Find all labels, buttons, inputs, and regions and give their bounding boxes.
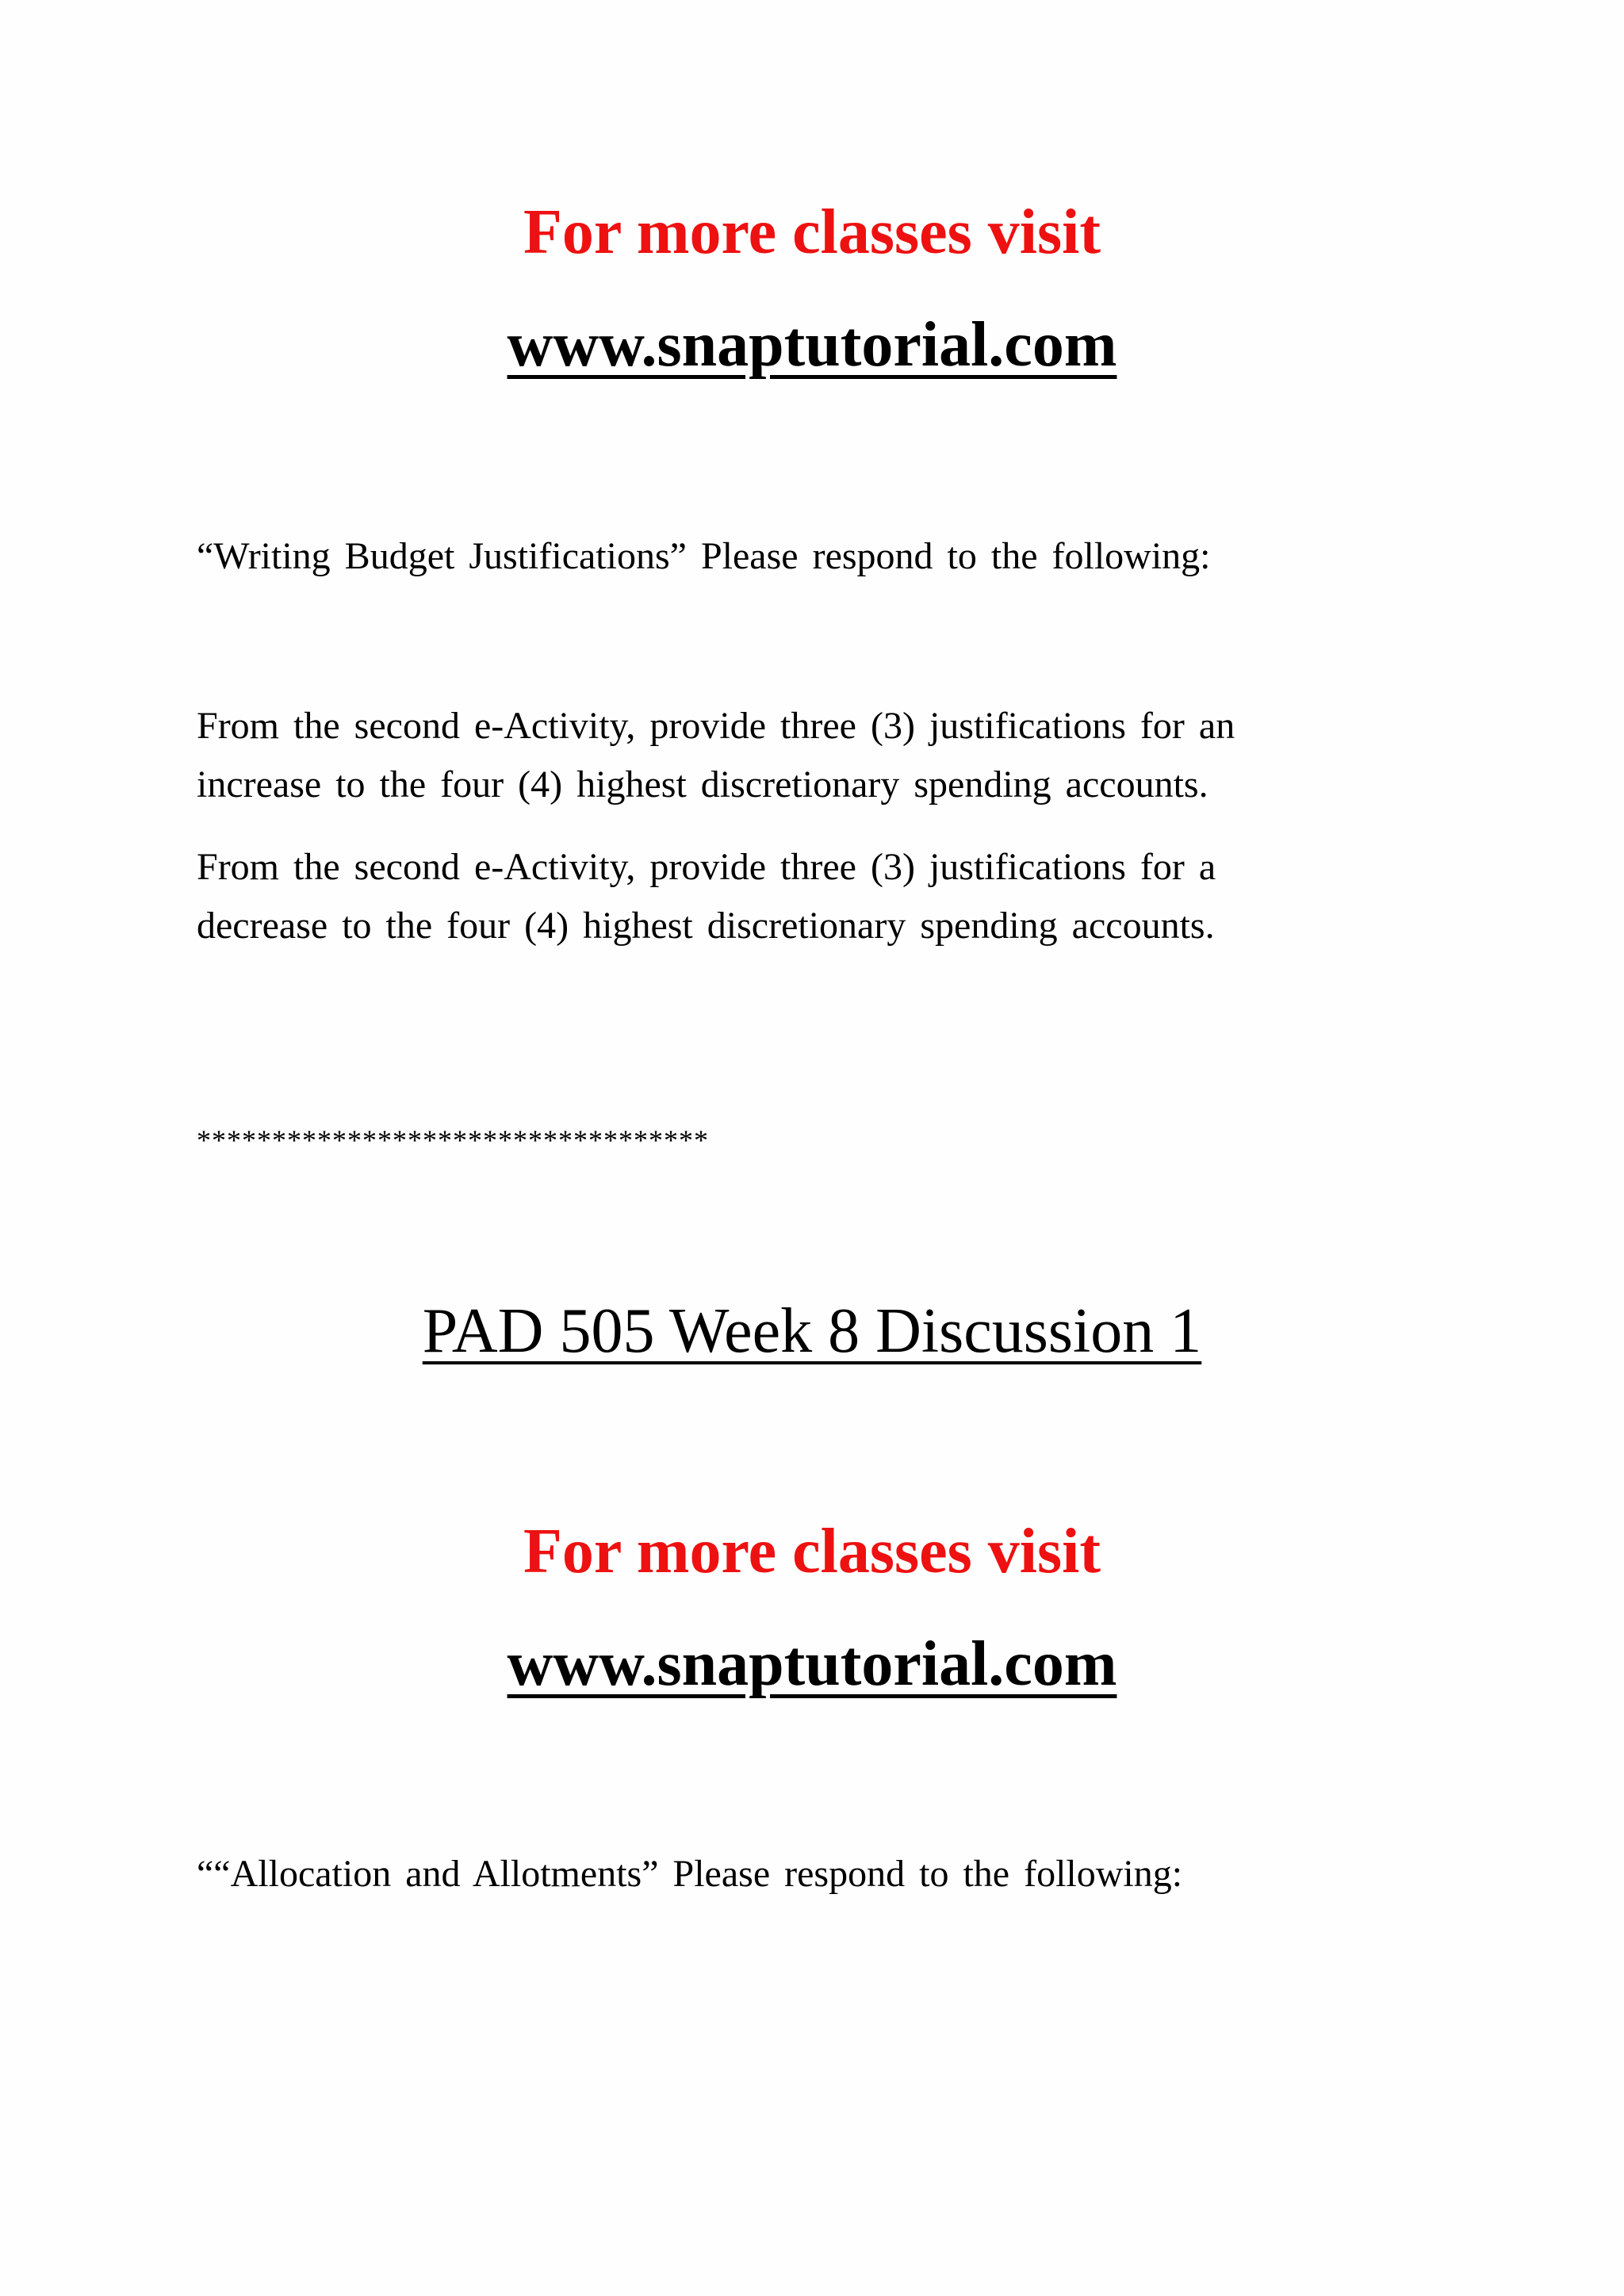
question2-line1: From the second e-Activity, provide three (3) justifications for a — [197, 846, 1216, 888]
promo-site-row-bottom — [0, 1628, 1624, 1700]
promo-site-row-top — [0, 309, 1624, 381]
section2-prompt: ““Allocation and Allotments” Please respond to the following: — [197, 1853, 1183, 1895]
section2-title: PAD 505 Week 8 Discussion 1 — [422, 1296, 1202, 1366]
promo-visit-text-bottom: For more classes visit — [523, 1517, 1101, 1586]
question1-line2: increase to the four (4) highest discretionary spending accounts. — [197, 763, 1208, 806]
promo-visit-text-top: For more classes visit — [523, 197, 1101, 267]
promo-site-link-top[interactable]: www.snaptutorial.com — [507, 310, 1117, 380]
section1-prompt: “Writing Budget Justifications” Please respond to the following: — [197, 535, 1211, 577]
section1-question1 — [197, 697, 1402, 814]
question1-line1: From the second e-Activity, provide three (3) justifications for an — [197, 705, 1235, 747]
section2-title-row — [0, 1295, 1624, 1367]
question2-line2: decrease to the four (4) highest discretionary spending accounts. — [197, 905, 1215, 947]
separator-stars: ********************************** — [197, 1124, 709, 1156]
section1-question2 — [197, 838, 1402, 955]
promo-site-link-bottom[interactable]: www.snaptutorial.com — [507, 1629, 1117, 1699]
